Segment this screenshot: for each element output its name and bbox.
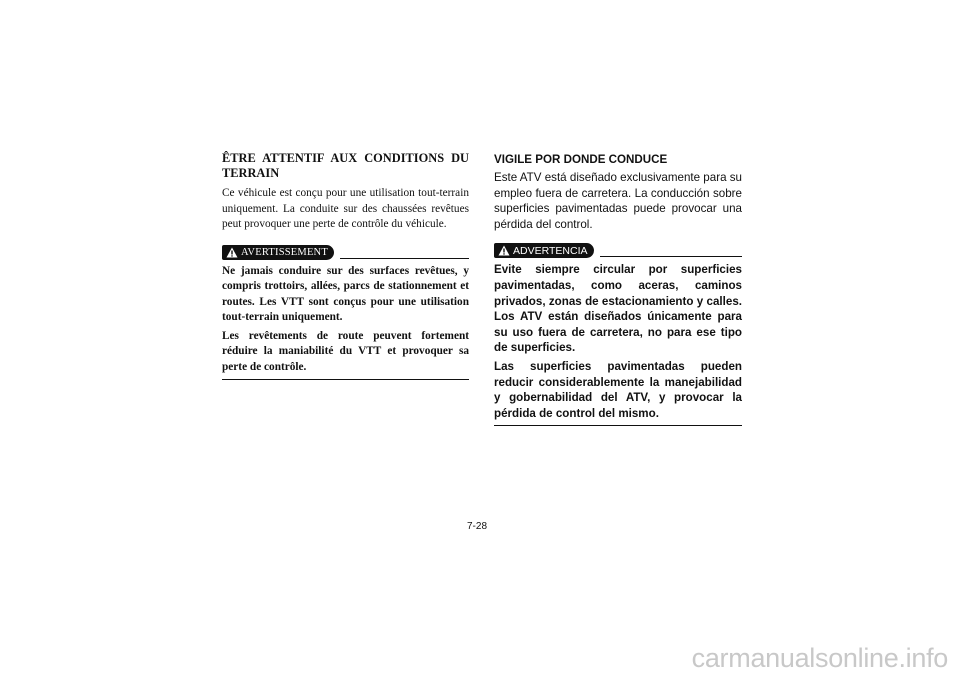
page-number: 7-28 <box>467 521 488 532</box>
french-column <box>222 151 469 380</box>
spanish-column <box>494 151 742 426</box>
spanish-intro: Este ATV está diseñado exclusivamente para su empleo fuera de carretera. La conducción sobre superficies pavimentadas puede provocar una pérdida del control. <box>494 171 742 231</box>
french-heading: ÊTRE ATTENTIF AUX CONDITIONS DU TERRAIN <box>222 151 469 180</box>
spanish-warning-badge <box>494 243 594 258</box>
warning-triangle-icon <box>226 247 238 258</box>
spanish-warning-paragraph: Evite siempre circular por superficies pavimentadas, como aceras, caminos privados, zonas de estacionamiento y calles. Los ATV están diseñados únicamente para su uso fuera de carretera, no para ese tipo de superficies. <box>494 263 742 355</box>
spanish-warning-label: ADVERTENCIA <box>513 244 588 257</box>
spanish-heading: VIGILE POR DONDE CONDUCE <box>494 153 668 166</box>
french-warning-header <box>222 245 469 260</box>
french-warning-paragraph: Ne jamais conduire sur des surfaces revêtues, y compris trottoirs, allées, parcs de stationnement et routes. Les VTT sont conçus pour une utilisation tout-terrain uniquement. <box>222 264 469 323</box>
french-warning-paragraph: Les revêtements de route peuvent fortement réduire la maniabilité du VTT et provoquer sa perte de contrôle. <box>222 329 469 373</box>
french-warning-line <box>340 258 469 259</box>
spanish-warning-paragraph: Las superficies pavimentadas pueden reducir considerablemente la manejabilidad y gobernabilidad del ATV, y provocar la pérdida de control del mismo. <box>494 359 742 420</box>
french-end-rule <box>222 379 469 380</box>
french-intro: Ce véhicule est conçu pour une utilisation tout-terrain uniquement. La conduite sur des chaussées revêtues peut provoquer une perte de contrôle du véhicule. <box>222 187 469 230</box>
french-warning-badge <box>222 245 334 260</box>
spanish-warning-line <box>600 256 743 257</box>
spanish-warning-header <box>494 243 742 258</box>
french-warning-label: AVERTISSEMENT <box>241 246 328 258</box>
spanish-end-rule <box>494 425 742 426</box>
warning-triangle-icon <box>498 245 510 256</box>
watermark: carmanualsonline.info <box>691 643 948 673</box>
